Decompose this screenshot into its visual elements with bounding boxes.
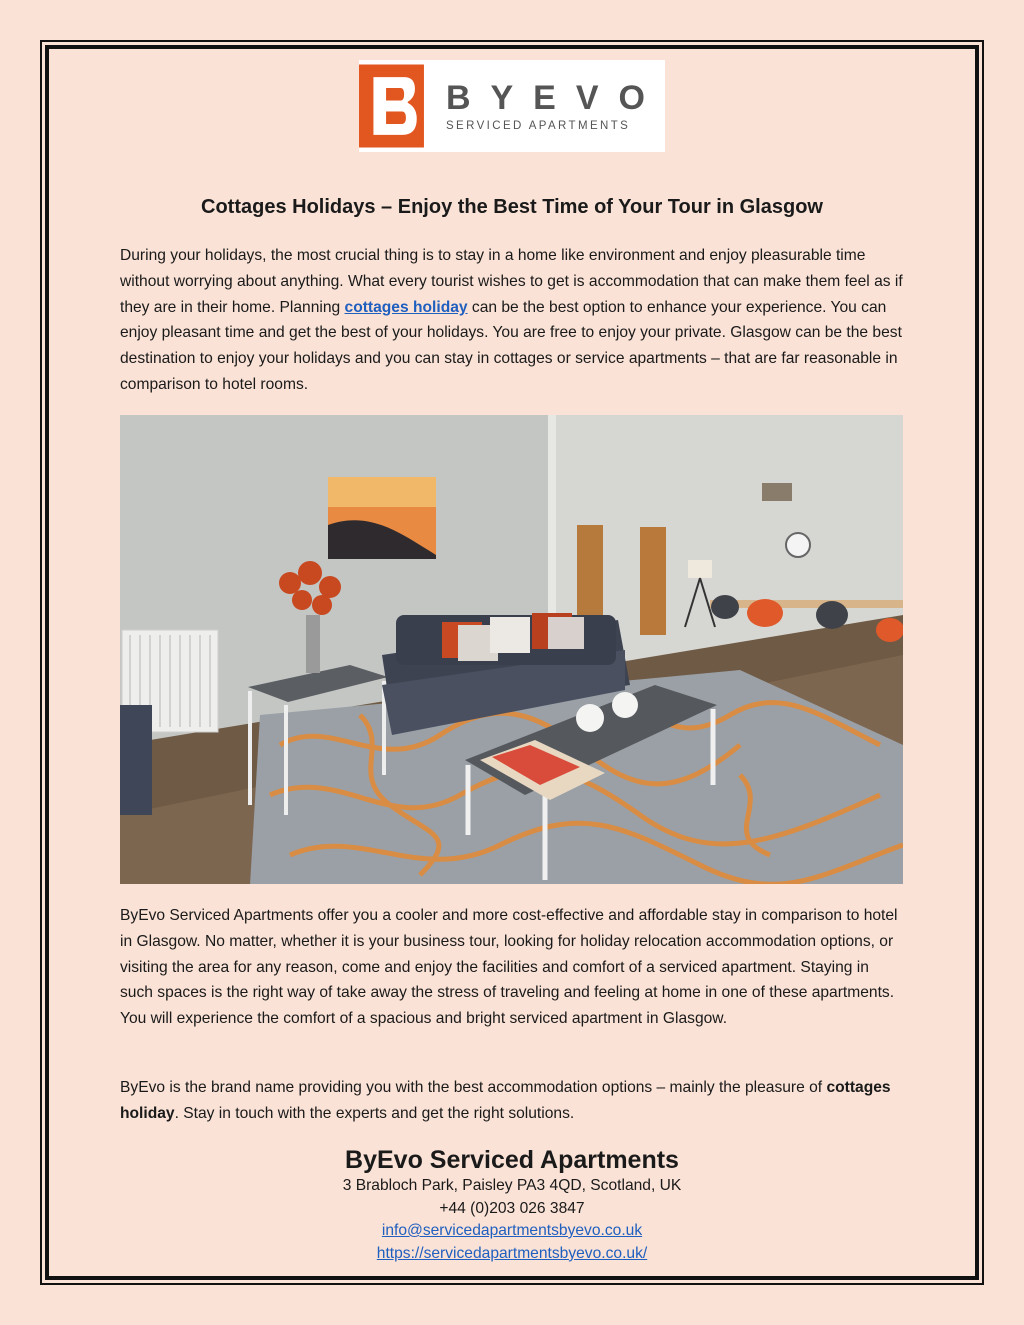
- contact-email-link[interactable]: info@servicedapartmentsbyevo.co.uk: [381, 1222, 643, 1239]
- living-room-photo: [120, 415, 903, 884]
- cottages-holiday-bold: cottages holiday: [120, 1079, 891, 1122]
- article-title: Cottages Holidays – Enjoy the Best Time of Your Tour in Glasgow: [201, 196, 823, 218]
- cottages-holiday-link[interactable]: cottages holiday: [344, 298, 468, 316]
- byevo-logo: [359, 60, 665, 152]
- logo-brand-word: BYEVO: [445, 79, 665, 117]
- living-room-photo-illustration: [120, 415, 903, 884]
- contact-address: 3 Brabloch Park, Paisley PA3 4QD, Scotland, UK: [342, 1177, 682, 1194]
- byevo-logo-mark-icon: [359, 60, 424, 152]
- intro-text-end: can be the best option to enhance your experience. You can enjoy pleasant time and get the best of your holidays. You are free to enjoy your private. Glasgow can be the best destination to enjoy your holidays and you can stay in cottages or service apartments – that are far reasonable in comparison to hotel rooms.: [120, 298, 902, 393]
- intro-text-start: During your holidays, the most crucial thing is to stay in a home like environment and enjoy pleasurable time without worrying about anything. What every tourist wishes to get is accommodation that can make them feel as if they are in their home. Planning: [120, 247, 903, 316]
- about-paragraph: ByEvo Serviced Apartments offer you a cooler and more cost-effective and affordable stay in comparison to hotel in Glasgow. No matter, whether it is your business tour, looking for holiday relocation accommodation options, or visiting the area for any reason, come and enjoy the facilities and comfort of a serviced apartment. Staying in such spaces is the right way of take away the stress of traveling and feeling at home in one of these apartments. You will experience the comfort of a spacious and bright serviced apartment in Glasgow.: [120, 907, 898, 1028]
- logo-tagline: SERVICED APARTMENTS: [445, 120, 631, 132]
- contact-website-link[interactable]: https://servicedapartmentsbyevo.co.uk/: [376, 1244, 648, 1262]
- brand-text-end: . Stay in touch with the experts and get the right solutions.: [174, 1104, 575, 1122]
- intro-paragraph: [120, 243, 905, 398]
- contact-name: ByEvo Serviced Apartments: [345, 1146, 679, 1174]
- contact-block: [0, 1145, 1024, 1265]
- brand-paragraph: [120, 1075, 905, 1127]
- contact-phone: +44 (0)203 026 3847: [439, 1199, 585, 1217]
- brand-text-start: ByEvo is the brand name providing you with the best accommodation options – mainly the pleasure of: [120, 1079, 827, 1096]
